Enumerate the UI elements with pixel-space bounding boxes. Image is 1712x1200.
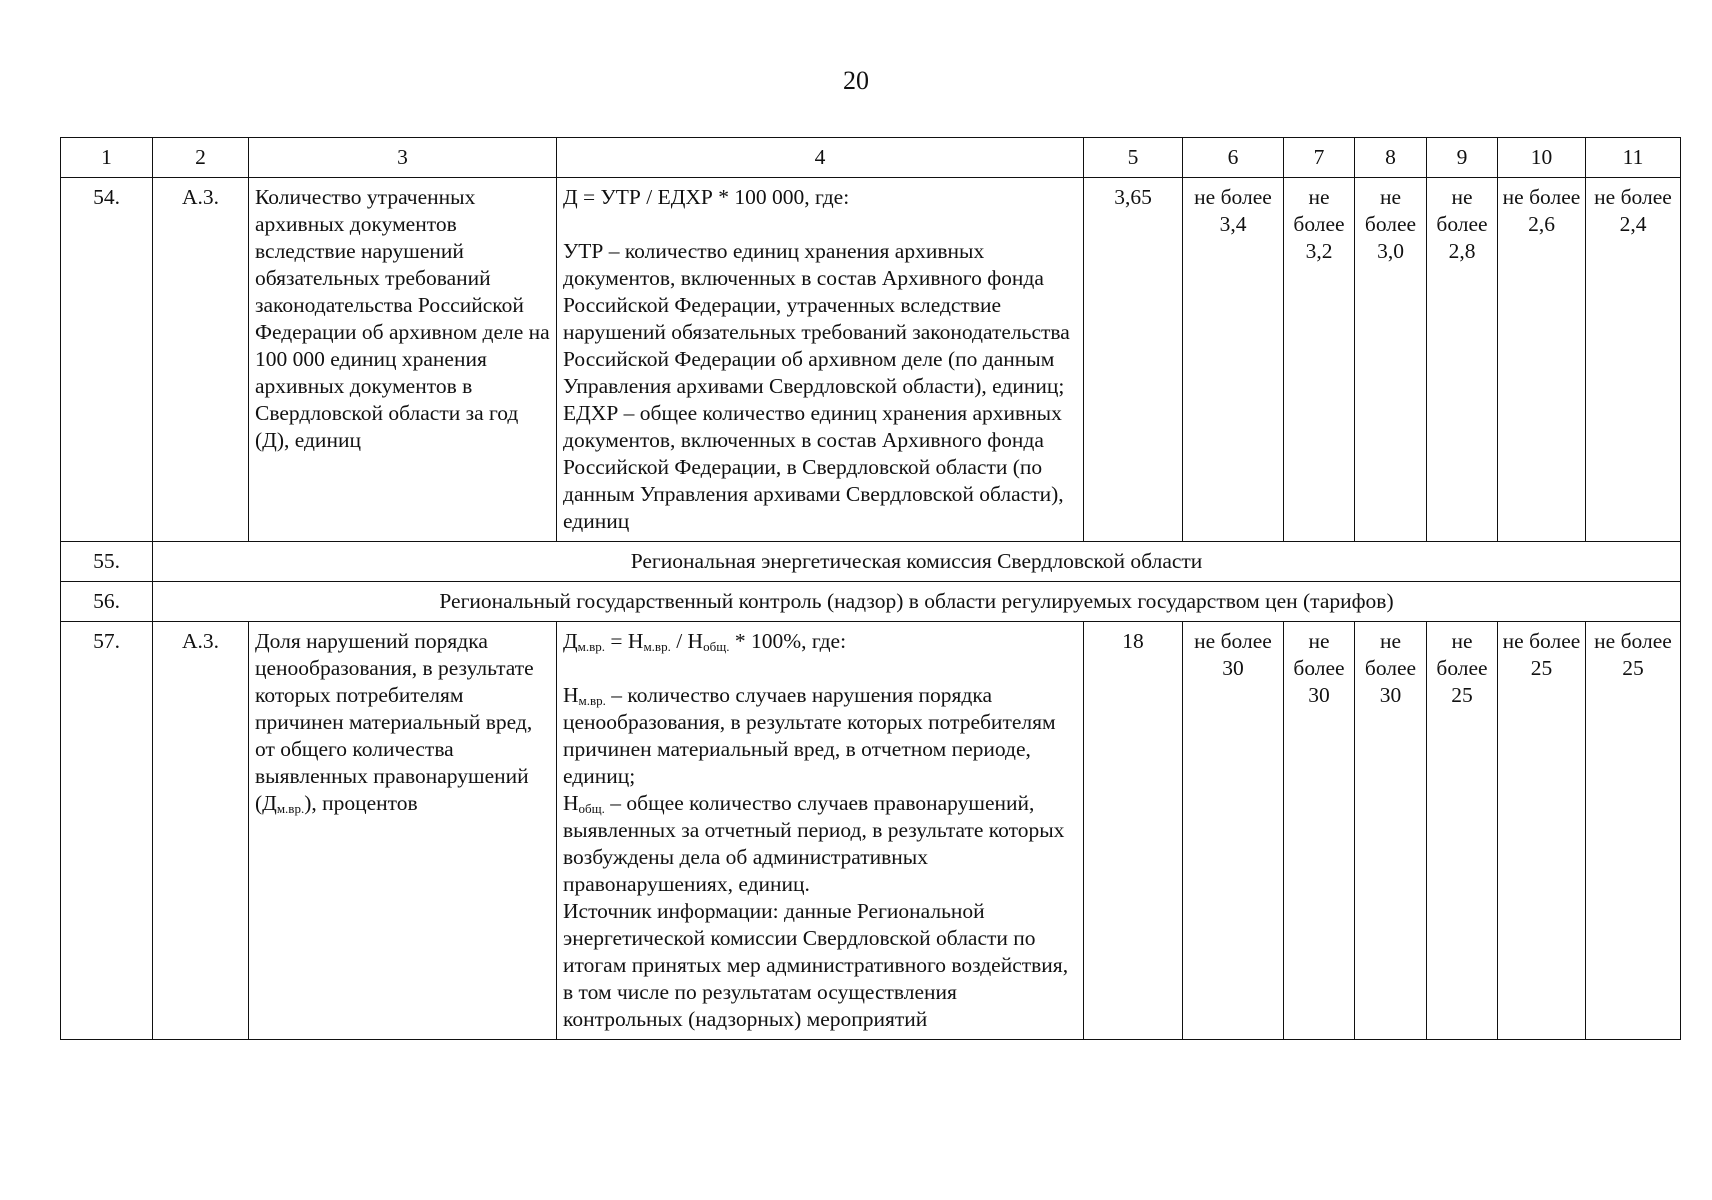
indicators-table [60,137,1681,1040]
row-code: А.3. [153,622,249,1040]
calculation-method [557,178,1084,542]
target-value: не более 25 [1586,622,1681,1040]
target-value: не более 30 [1183,622,1284,1040]
target-value: не более 2,8 [1427,178,1498,542]
target-value: не более 25 [1498,622,1586,1040]
formula-definition: $Н_{м.вр.}$ – количество случаев нарушения порядка ценообразования, в результате которых потребителям причинен материальный вред, в отчетном периоде, единиц; [563,683,1056,788]
section-row [61,582,1681,622]
formula: Д = УТР / ЕДХР * 100 000, где: [563,185,850,209]
base-value: 18 [1084,622,1183,1040]
row-number: 57. [61,622,153,1040]
target-value: не более 25 [1427,622,1498,1040]
target-value: не более 30 [1284,622,1355,1040]
table-header-row [61,138,1681,178]
target-value: не более 3,2 [1284,178,1355,542]
header-cell: 8 [1355,138,1427,178]
table-row [61,622,1681,1040]
header-cell: 4 [557,138,1084,178]
page-number: 20 [843,66,869,95]
row-number: 56. [61,582,153,622]
row-number: 54. [61,178,153,542]
header-cell: 11 [1586,138,1681,178]
target-value: не более 3,0 [1355,178,1427,542]
header-cell: 6 [1183,138,1284,178]
formula: $Д_{м.вр.} = Н_{м.вр.} / Н_{общ.} * 100\%$, где: [563,629,847,654]
formula-definition: $Н_{общ.}$ – общее количество случаев правонарушений, выявленных за отчетный период, в результате которых возбуждены дела об административных правонарушениях, единиц. [563,791,1065,896]
formula-definition: УТР – количество единиц хранения архивных документов, включенных в состав Архивного фонда Российской Федерации, утраченных вследствие нарушений обязательных требований законодательства Российской Федерации об архивном деле (по данным Управления архивами Свердловской области), единиц; [563,239,1070,398]
target-value: не более 3,4 [1183,178,1284,542]
information-source: Источник информации: данные Региональной энергетической комиссии Свердловской области по итогам принятых мер административного воздействия, в том числе по результатам осуществления контрольных (надзорных) мероприятий [563,899,1069,1031]
indicator-name: Количество утраченных архивных документов вследствие нарушений обязательных требований законодательства Российской Федерации об архивном деле на 100 000 единиц хранения архивных документов в Свердловской области за год (Д), единиц [249,178,557,542]
section-title: Региональная энергетическая комиссия Свердловской области [153,542,1681,582]
indicator-name: Доля нарушений порядка ценообразования, в результате которых потребителям причинен материальный вред, от общего количества выявленных правонарушений $(Д_{м.вр.})$, процентов [249,622,557,1040]
header-cell: 2 [153,138,249,178]
calculation-method [557,622,1084,1040]
row-code: А.3. [153,178,249,542]
table-row [61,178,1681,542]
header-cell: 9 [1427,138,1498,178]
row-number: 55. [61,542,153,582]
section-row [61,542,1681,582]
header-cell: 7 [1284,138,1355,178]
target-value: не более 30 [1355,622,1427,1040]
header-cell: 1 [61,138,153,178]
header-cell: 3 [249,138,557,178]
section-title: Региональный государственный контроль (надзор) в области регулируемых государством цен (тарифов) [153,582,1681,622]
target-value: не более 2,6 [1498,178,1586,542]
base-value: 3,65 [1084,178,1183,542]
header-cell: 10 [1498,138,1586,178]
formula-definition: ЕДХР – общее количество единиц хранения архивных документов, включенных в состав Архивного фонда Российской Федерации, в Свердловской области (по данным Управления архивами Свердловской области), единиц [563,401,1064,533]
target-value: не более 2,4 [1586,178,1681,542]
header-cell: 5 [1084,138,1183,178]
